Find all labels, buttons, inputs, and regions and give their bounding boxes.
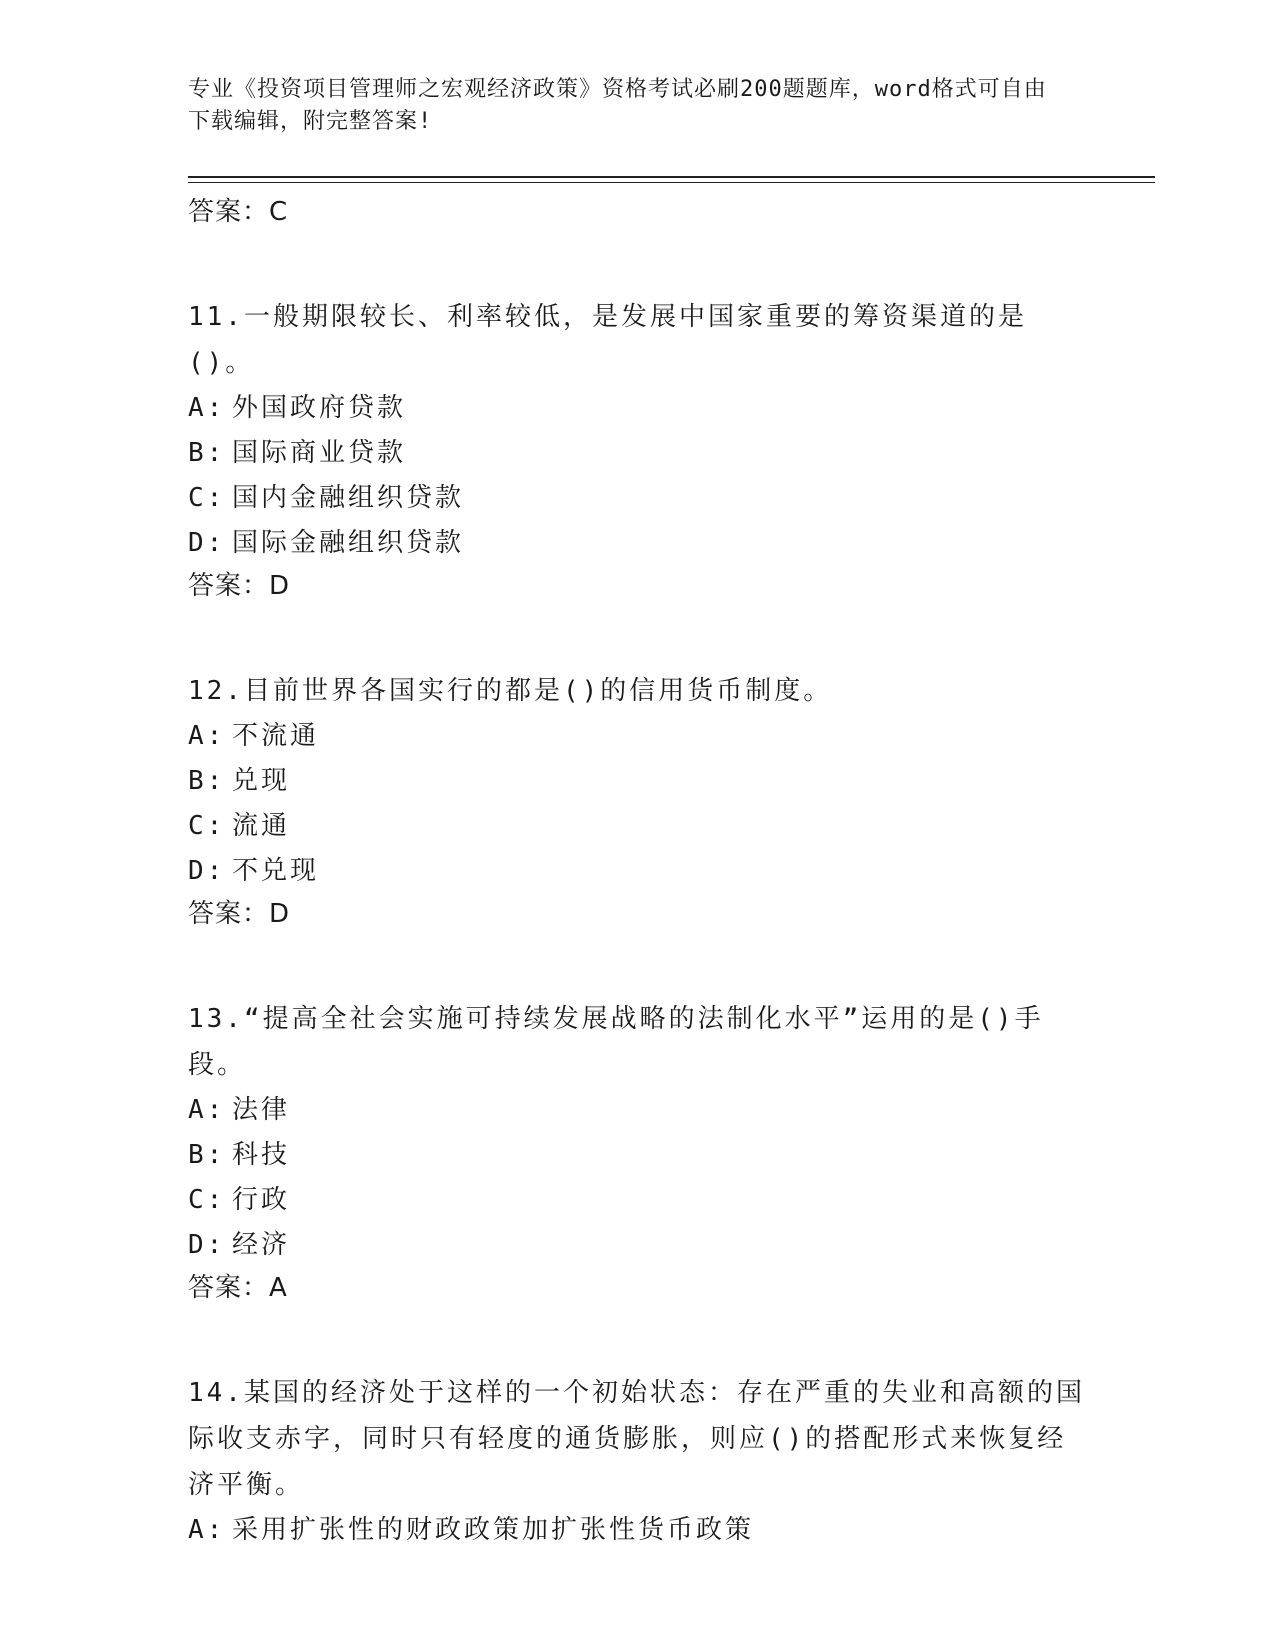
option-b: B: 科技	[188, 1140, 291, 1170]
question-11	[188, 294, 1088, 606]
question-stem: 13.“提高全社会实施可持续发展战略的法制化水平”运用的是()手段。	[188, 1004, 1044, 1080]
option-a: A: 不流通	[188, 721, 320, 751]
question-stem: 14.某国的经济处于这样的一个初始状态：存在严重的失业和高额的国际收支赤字，同时只有轻度的通货膨胀，则应()的搭配形式来恢复经济平衡。	[188, 1378, 1085, 1500]
document-header: 专业《投资项目管理师之宏观经济政策》资格考试必刷200题题库，word格式可自由下载编辑，附完整答案!	[188, 77, 1047, 134]
option-c: C: 行政	[188, 1185, 291, 1215]
question-14	[188, 1370, 1088, 1553]
answer-line: 答案：A	[188, 1273, 288, 1303]
option-a: A: 采用扩张性的财政政策加扩张性货币政策	[188, 1515, 755, 1545]
answer-line: 答案：D	[188, 571, 291, 601]
option-b: B: 国际商业贷款	[188, 438, 407, 468]
header-divider-thin	[188, 182, 1155, 183]
option-b: B: 兑现	[188, 766, 291, 796]
question-13	[188, 996, 1088, 1308]
option-d: D: 不兑现	[188, 856, 320, 886]
header-divider	[188, 176, 1155, 178]
option-c: C: 国内金融组织贷款	[188, 483, 465, 513]
option-a: A: 法律	[188, 1095, 291, 1125]
answer-line: 答案：D	[188, 899, 291, 929]
option-c: C: 流通	[188, 811, 291, 841]
option-a: A: 外国政府贷款	[188, 393, 407, 423]
question-12	[188, 668, 1088, 934]
option-d: D: 经济	[188, 1230, 291, 1260]
question-stem: 11.一般期限较长、利率较低，是发展中国家重要的筹资渠道的是()。	[188, 302, 1027, 378]
option-d: D: 国际金融组织贷款	[188, 528, 465, 558]
question-stem: 12.目前世界各国实行的都是()的信用货币制度。	[188, 676, 833, 706]
previous-answer: 答案：C	[188, 197, 289, 227]
question-list	[188, 192, 1088, 1553]
